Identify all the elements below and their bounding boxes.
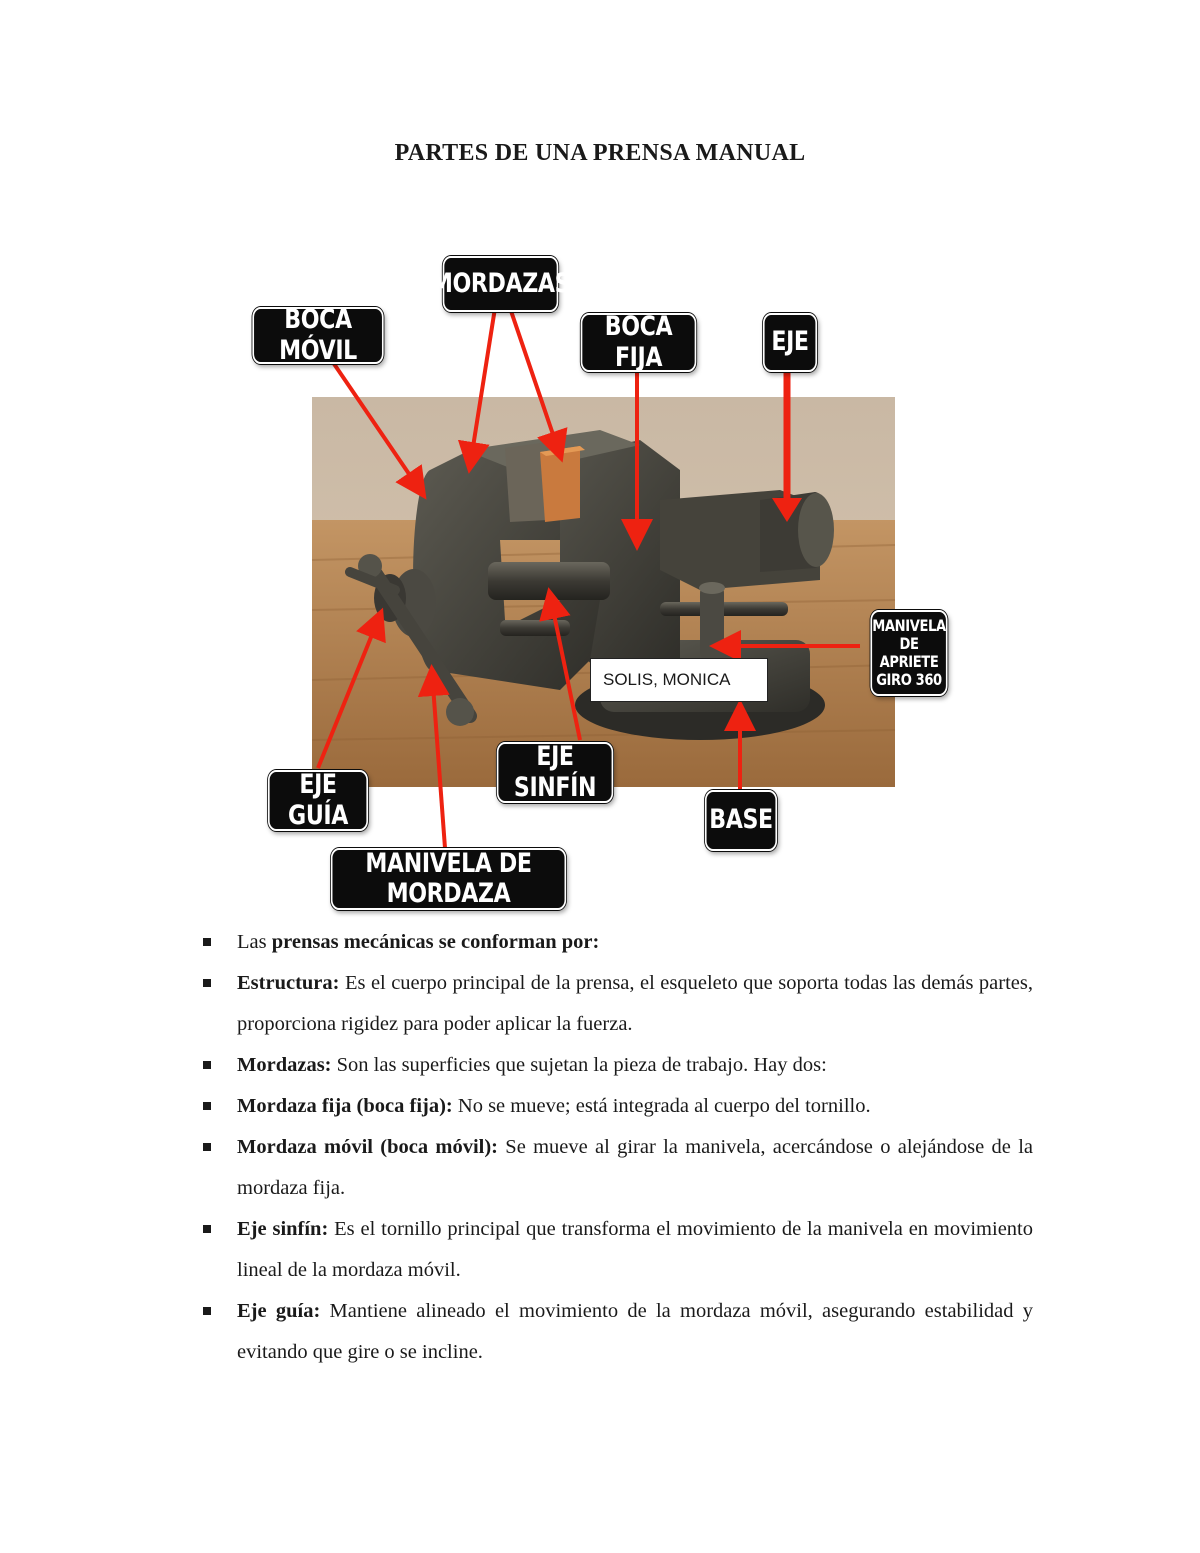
label-eje: EJE: [763, 313, 817, 372]
label-boca-fija: BOCA FIJA: [581, 313, 697, 372]
list-item-text: Son las superficies que sujetan la pieza de trabajo. Hay dos:: [331, 1054, 827, 1076]
list-item-bold: Mordaza fija (boca fija):: [237, 1095, 453, 1117]
list-item-text: Se mueve al girar la manivela, acercándose o alejándose de la mordaza fija.: [237, 1136, 1033, 1199]
list-item: [200, 1209, 1033, 1291]
list-item-text: Es el tornillo principal que transforma el movimiento de la manivela en movimiento lineal de la mordaza móvil.: [237, 1218, 1033, 1281]
author-name-box: SOLIS, MONICA: [590, 658, 768, 702]
list-item: [200, 922, 1033, 963]
list-item-bold: Mordazas:: [237, 1054, 332, 1076]
list-item: [200, 1045, 1033, 1086]
label-eje-guia: EJE GUÍA: [268, 770, 368, 831]
list-item-text: Es el cuerpo principal de la prensa, el esqueleto que soporta todas las demás partes, proporciona rigidez para poder aplicar la fuerza.: [237, 972, 1033, 1035]
list-item-bold: prensas mecánicas se conforman por:: [271, 931, 600, 953]
list-item-bold: Mordaza móvil (boca móvil):: [237, 1136, 498, 1158]
list-item-bold: Eje sinfín:: [237, 1218, 329, 1240]
wood-pad: [540, 446, 580, 522]
label-mordazas: MORDAZAS: [443, 256, 559, 312]
label-manivela-mordaza: MANIVELA DE MORDAZA: [331, 848, 566, 910]
label-base: BASE: [705, 790, 777, 851]
main-screw: [488, 562, 610, 600]
list-item-bold: Eje guía:: [237, 1300, 321, 1322]
list-item-bold: Estructura:: [237, 972, 340, 994]
list-item-text: Mantiene alineado el movimiento de la mordaza móvil, asegurando estabilidad y evitando que gire o se incline.: [237, 1300, 1033, 1363]
label-boca-movil: BOCA MÓVIL: [252, 307, 383, 364]
label-manivela-apriete-line1: MANIVELA: [872, 616, 946, 636]
label-eje-sinfin: EJE SINFÍN: [497, 742, 613, 803]
list-item: [200, 963, 1033, 1045]
list-item-lead: Las: [237, 931, 272, 953]
list-item-text: No se mueve; está integrada al cuerpo del tornillo.: [452, 1095, 871, 1117]
label-manivela-apriete: [870, 610, 947, 696]
page-title: PARTES DE UNA PRENSA MANUAL: [394, 140, 806, 166]
list-item: [200, 1127, 1033, 1209]
label-manivela-apriete-line2: DE APRIETE: [879, 634, 939, 671]
list-item: [200, 1291, 1033, 1373]
list-item: [200, 1086, 1033, 1127]
label-manivela-apriete-line3: GIRO 360: [876, 669, 942, 689]
parts-list: [200, 922, 1033, 1373]
